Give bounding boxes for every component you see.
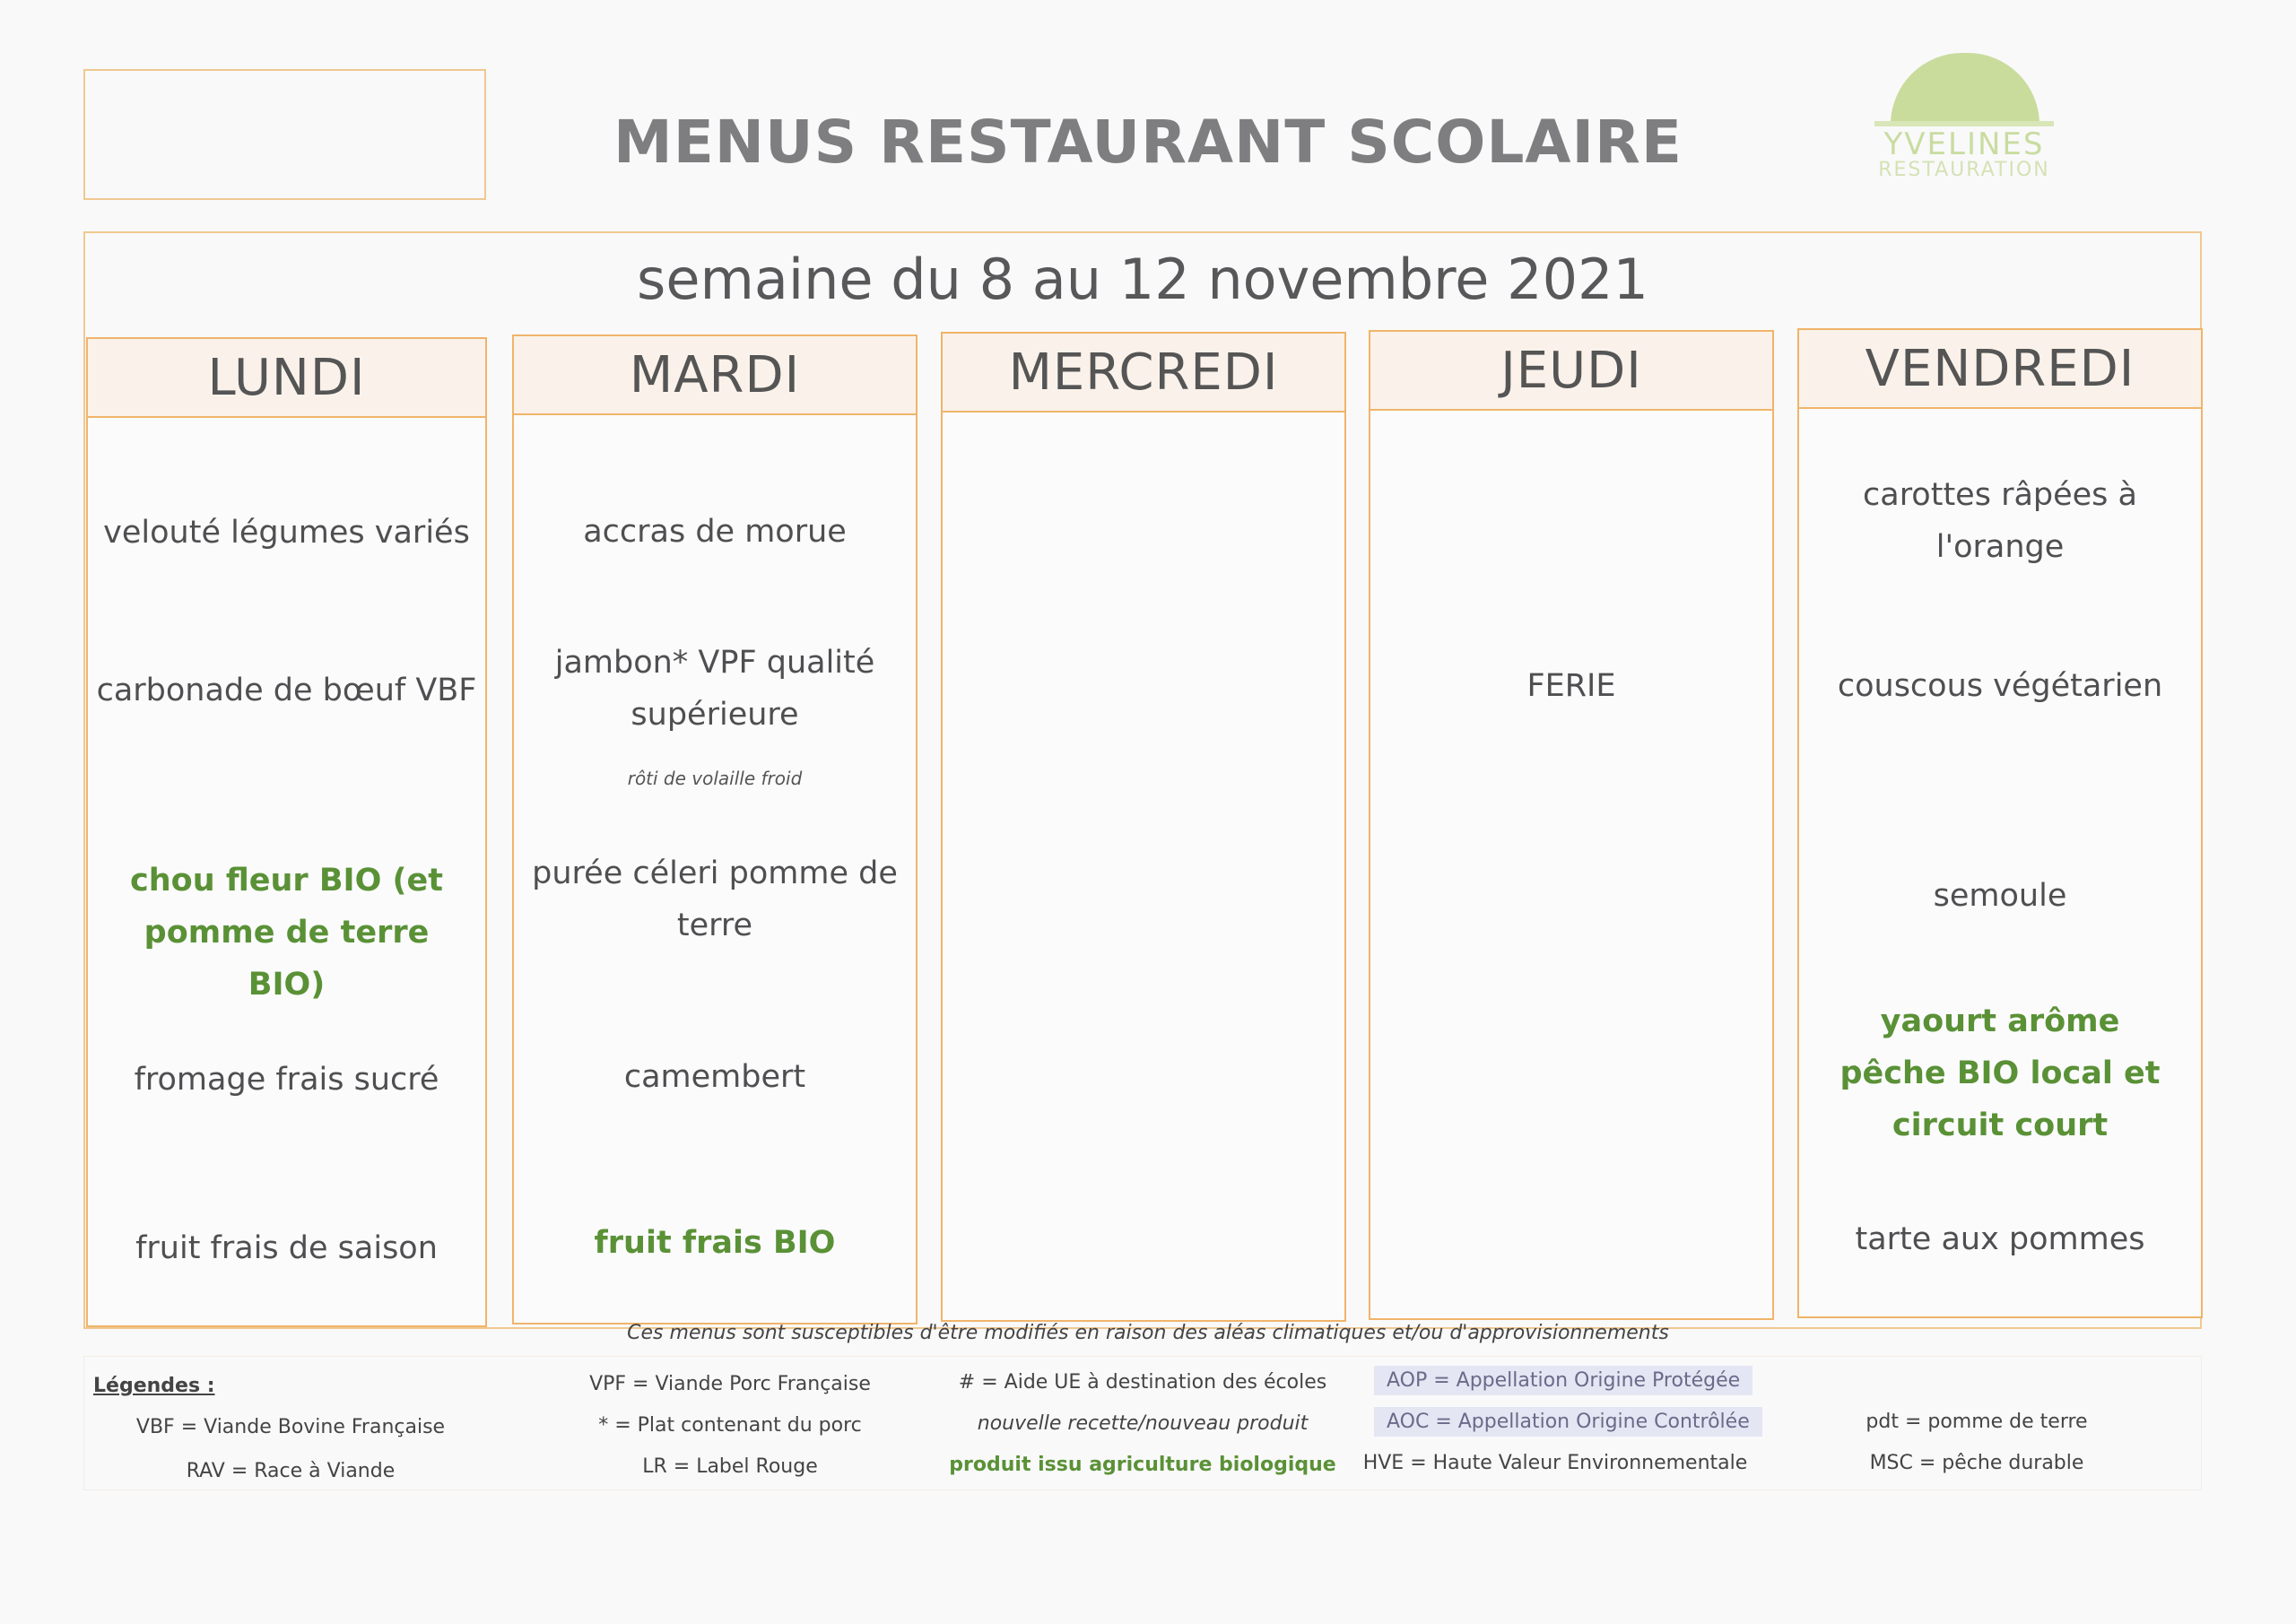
legend-pdt: pdt = pomme de terre <box>1866 1411 2088 1433</box>
legend-aop: AOP = Appellation Origine Protégée <box>1374 1366 1752 1395</box>
menu-side: purée céleri pomme de terre <box>532 855 898 943</box>
school-name-box <box>83 69 486 200</box>
menu-dessert: fruit frais de saison <box>135 1230 438 1266</box>
menu-dairy: fromage frais sucré <box>134 1062 439 1098</box>
menu-main-alternative: rôti de volaille froid <box>627 768 803 789</box>
menu-dairy: camembert <box>623 1059 806 1095</box>
legend-rav: RAV = Race à Viande <box>186 1460 396 1482</box>
legend <box>83 1356 2202 1490</box>
legend-aoc: AOC = Appellation Origine Contrôlée <box>1374 1407 1762 1437</box>
day-column-vendredi <box>1797 328 2203 1318</box>
menu-starter: velouté légumes variés <box>103 515 470 551</box>
day-header: LUNDI <box>88 339 485 418</box>
legend-nouvelle: nouvelle recette/nouveau produit <box>977 1412 1309 1435</box>
page-title: MENUS RESTAURANT SCOLAIRE <box>613 108 1683 177</box>
legend-bio: produit issu agriculture biologique <box>949 1454 1336 1476</box>
menu-holiday: FERIE <box>1526 668 1616 704</box>
day-header: MARDI <box>514 336 916 415</box>
legend-vbf: VBF = Viande Bovine Française <box>135 1416 446 1438</box>
day-column-jeudi <box>1369 330 1774 1320</box>
logo-line2: RESTAURATION <box>1878 159 2050 181</box>
menu-side: chou fleur BIO (et pomme de terre BIO) <box>130 863 443 1003</box>
day-header: JEUDI <box>1370 332 1772 411</box>
menu-starter: carottes râpées à l'orange <box>1863 477 2137 565</box>
cloche-icon <box>1891 53 2039 125</box>
disclaimer-note: Ces menus sont susceptibles d'être modifiés en raison des aléas climatiques et/ou d'approvisionnements <box>627 1322 1669 1344</box>
legend-ue: # = Aide UE à destination des écoles <box>958 1371 1327 1394</box>
menu-starter: accras de morue <box>583 514 847 550</box>
menu-dessert: tarte aux pommes <box>1855 1221 2145 1257</box>
day-column-lundi <box>86 337 487 1327</box>
menu-main: carbonade de bœuf VBF <box>96 673 477 708</box>
menu-main: couscous végétarien <box>1837 668 2163 704</box>
legend-porc: * = Plat contenant du porc <box>598 1414 862 1437</box>
logo-line1: YVELINES <box>1883 126 2045 162</box>
week-title: semaine du 8 au 12 novembre 2021 <box>637 247 1648 312</box>
menu-side: semoule <box>1933 878 2067 914</box>
yvelines-restauration-logo <box>1848 49 2081 184</box>
legend-lr: LR = Label Rouge <box>642 1455 818 1478</box>
day-header: VENDREDI <box>1799 330 2201 409</box>
legend-title: Légendes : <box>93 1375 215 1397</box>
legend-hve: HVE = Haute Valeur Environnementale <box>1362 1452 1748 1474</box>
menu-dessert: fruit frais BIO <box>594 1225 836 1261</box>
menu-dairy: yaourt arôme pêche BIO local et circuit court <box>1839 1003 2161 1143</box>
day-column-mardi <box>512 334 918 1324</box>
day-header: MERCREDI <box>943 334 1344 413</box>
day-column-mercredi <box>941 332 1346 1322</box>
legend-vpf: VPF = Viande Porc Française <box>589 1373 871 1395</box>
menu-main: jambon* VPF qualité supérieure <box>554 645 875 733</box>
legend-msc: MSC = pêche durable <box>1869 1452 2084 1474</box>
